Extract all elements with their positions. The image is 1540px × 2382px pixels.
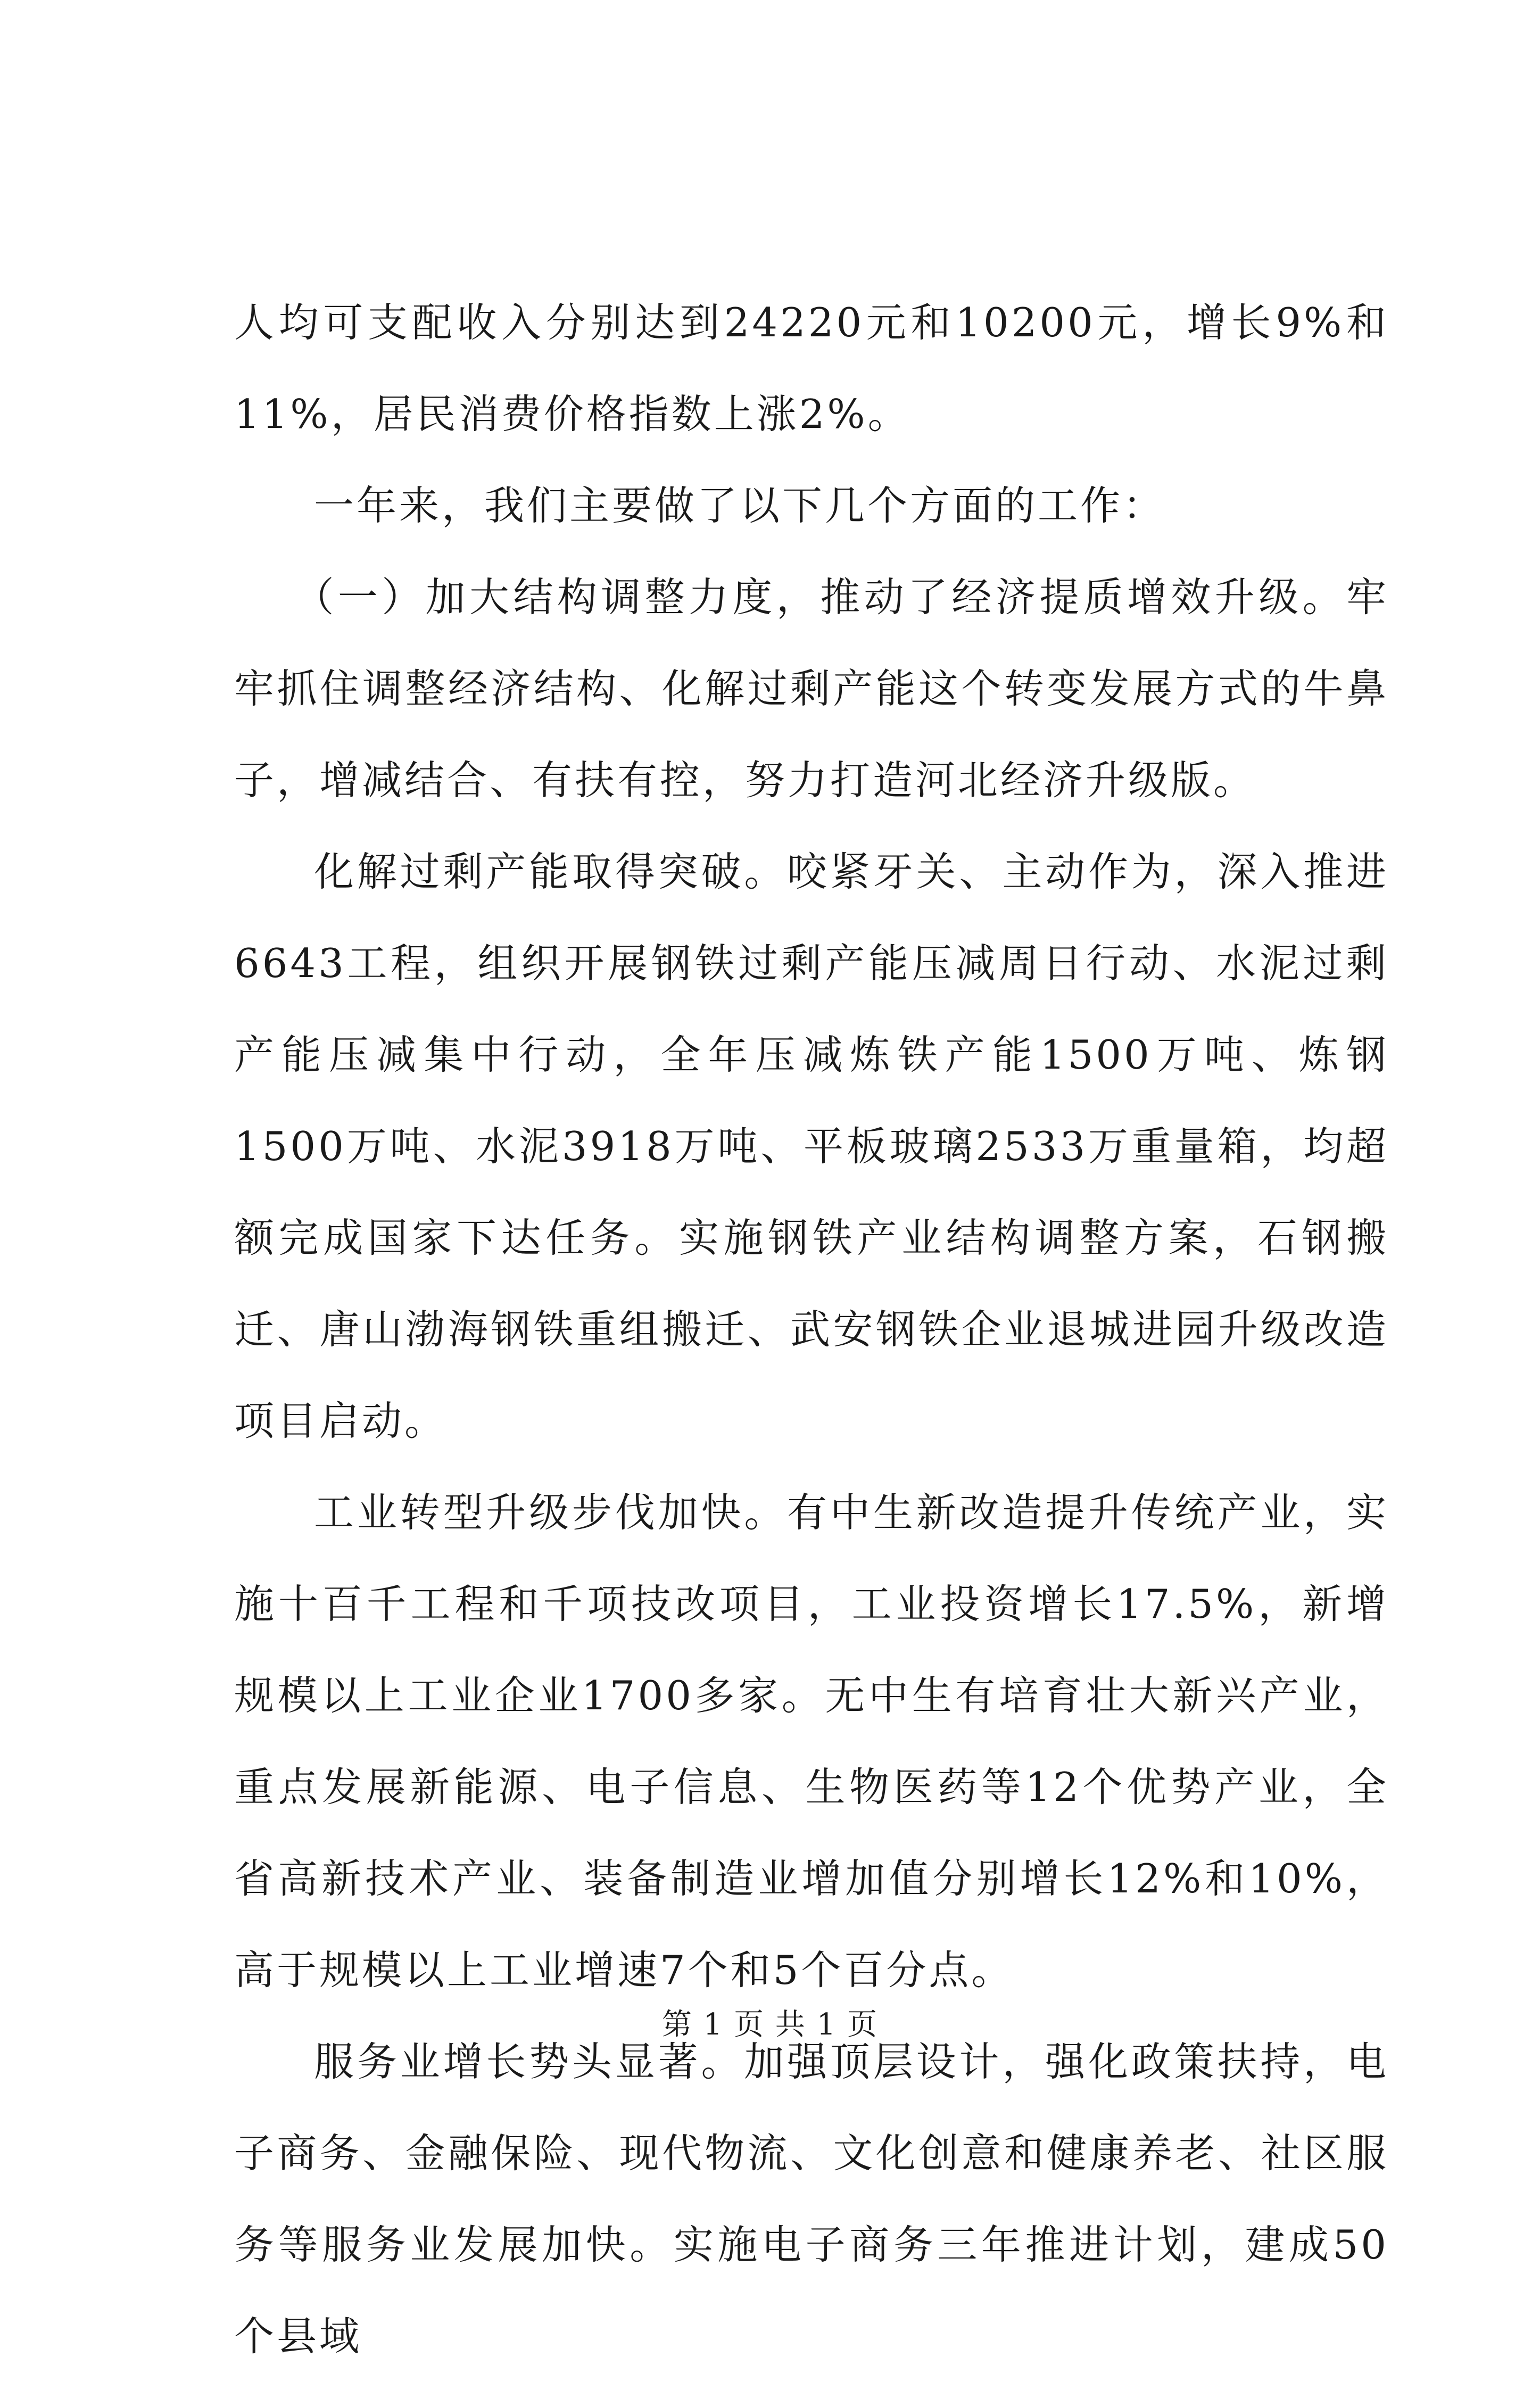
page-footer: 第 1 页 共 1 页 bbox=[661, 2007, 879, 2042]
paragraph-4: 化解过剩产能取得突破。咬紧牙关、主动作为，深入推进6643工程，组织开展钢铁过剩产能压减周日行动、水泥过剩产能压减集中行动，全年压减炼铁产能1500万吨、炼钢1500万吨、水泥3918万吨、平板玻璃2533万重量箱，均超额完成国家下达任务。实施钢铁产业结构调整方案，石钢搬迁、唐山渤海钢铁重组搬迁、武安钢铁企业退城进园升级改造项目启动。 bbox=[234, 848, 1389, 1444]
document-body bbox=[234, 277, 1389, 2382]
paragraph-6: 服务业增长势头显著。加强顶层设计，强化政策扶持，电子商务、金融保险、现代物流、文化创意和健康养老、社区服务等服务业发展加快。实施电子商务三年推进计划，建成50个县域 bbox=[234, 2038, 1389, 2360]
paragraph-3: （一）加大结构调整力度，推动了经济提质增效升级。牢牢抓住调整经济结构、化解过剩产能这个转变发展方式的牛鼻子，增减结合、有扶有控，努力打造河北经济升级版。 bbox=[234, 574, 1389, 804]
paragraph-1: 人均可支配收入分别达到24220元和10200元，增长9%和11%，居民消费价格指数上涨2%。 bbox=[234, 299, 1389, 437]
paragraph-5: 工业转型升级步伐加快。有中生新改造提升传统产业，实施十百千工程和千项技改项目，工业投资增长17.5%，新增规模以上工业企业1700多家。无中生有培育壮大新兴产业，重点发展新能源、电子信息、生物医药等12个优势产业，全省高新技术产业、装备制造业增加值分别增长12%和10%，高于规模以上工业增速7个和5个百分点。 bbox=[234, 1489, 1389, 1994]
paragraph-2: 一年来，我们主要做了以下几个方面的工作： bbox=[314, 482, 1166, 529]
